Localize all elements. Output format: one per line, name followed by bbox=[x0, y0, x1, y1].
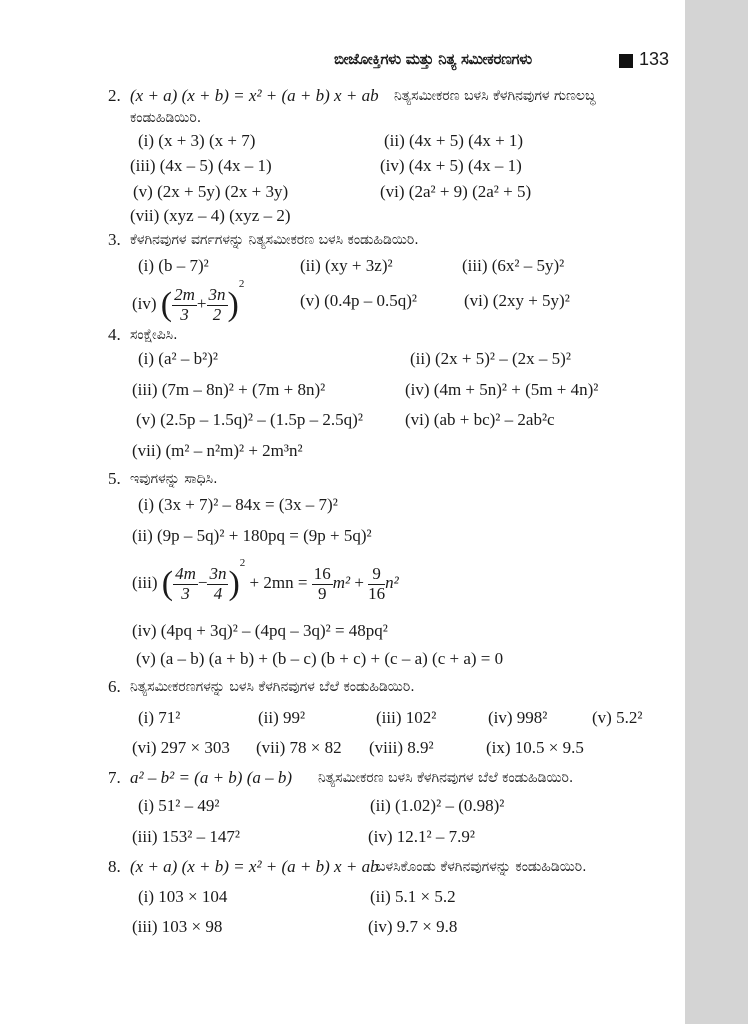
exercise-item: (i) 71² bbox=[138, 708, 181, 727]
question-number: 4. bbox=[108, 325, 121, 344]
exercise-item: (iv) 9.7 × 9.8 bbox=[368, 917, 458, 936]
exercise-item: (ii) (4x + 5) (4x + 1) bbox=[384, 131, 524, 150]
identity-statement: (x + a) (x + b) = x² + (a + b) x + ab bbox=[130, 86, 379, 105]
exercise-item: (ii) (9p – 5q)² + 180pq = (9p + 5q)² bbox=[132, 526, 372, 545]
question-number: 5. bbox=[108, 469, 121, 488]
exercise-item-fraction: (iv) ( $\frac{2m}{3}$ + $\frac{3n}{2}$ )$^2$ bbox=[132, 278, 245, 324]
exercise-item: (iii) (7m – 8n)² + (7m + 8n)² bbox=[132, 380, 326, 399]
exercise-item: (iv) (4pq + 3q)² – (4pq – 3q)² = 48pq² bbox=[132, 621, 388, 640]
page-margin-strip bbox=[685, 0, 748, 1024]
exercise-item: (iv) 998² bbox=[488, 708, 548, 727]
fraction: $\frac{4m}{3}$ bbox=[175, 563, 196, 603]
exercise-item: (vii) 78 × 82 bbox=[256, 738, 342, 757]
exercise-item: (vii) (xyz – 4) (xyz – 2) bbox=[130, 206, 291, 225]
exercise-item: (ix) 10.5 × 9.5 bbox=[486, 738, 584, 757]
exercise-item: (v) (a – b) (a + b) + (b – c) (b + c) + (c – a) (c + a) = 0 bbox=[136, 649, 504, 668]
exercise-item: (iv) (4m + 5n)² + (5m + 4n)² bbox=[405, 380, 599, 399]
square-bullet-icon bbox=[619, 54, 633, 68]
exercise-item: (vi) (ab + bc)² – 2ab²c bbox=[405, 410, 555, 429]
exercise-item: (ii) (1.02)² – (0.98)² bbox=[370, 796, 505, 815]
question-number: 2. bbox=[108, 86, 121, 105]
fraction: $\frac{16}{9}$ bbox=[313, 563, 331, 603]
exercise-item: (vi) (2xy + 5y)² bbox=[464, 291, 570, 310]
question-instruction: ಇವುಗಳನ್ನು ಸಾಧಿಸಿ. bbox=[130, 471, 218, 487]
exercise-item: (iii) (4x – 5) (4x – 1) bbox=[130, 156, 272, 175]
exercise-item: (v) (0.4p – 0.5q)² bbox=[300, 291, 417, 310]
exercise-item: (v) (2x + 5y) (2x + 3y) bbox=[133, 182, 289, 201]
question-instruction: ಸಂಕ್ಷೇಪಿಸಿ. bbox=[130, 327, 178, 343]
question-number: 8. bbox=[108, 857, 121, 876]
exercise-item: (vi) 297 × 303 bbox=[132, 738, 230, 757]
exercise-item: (iii) 153² – 147² bbox=[132, 827, 240, 846]
exercise-item: (i) (3x + 7)² – 84x = (3x – 7)² bbox=[138, 495, 338, 514]
identity-statement: (x + a) (x + b) = x² + (a + b) x + ab bbox=[130, 857, 379, 876]
exercise-item: (ii) (2x + 5)² – (2x – 5)² bbox=[410, 349, 571, 368]
exercise-item: (ii) (xy + 3z)² bbox=[300, 256, 393, 275]
exercise-item: (v) 5.2² bbox=[592, 708, 643, 727]
question-instruction: ಕೆಳಗಿನವುಗಳ ವರ್ಗಗಳನ್ನು ನಿತ್ಯಸಮೀಕರಣ ಬಳಸಿ ಕಂಡುಹಿಡಿಯಿರಿ. bbox=[130, 232, 419, 248]
question-number: 7. bbox=[108, 768, 121, 787]
exercise-item: (iii) (6x² – 5y)² bbox=[462, 256, 565, 275]
exercise-item: (i) (a² – b²)² bbox=[138, 349, 218, 368]
question-number: 3. bbox=[108, 230, 121, 249]
fraction: $\frac{3n}{4}$ bbox=[209, 563, 227, 603]
exercise-item: (i) 51² – 49² bbox=[138, 796, 220, 815]
exercise-item-fraction: (iii) ( $\frac{4m}{3}$ − $\frac{3n}{4}$ )$^2$ + 2mn = $\frac{16}{9}$ m² + $\frac{9}{16}$ n² bbox=[132, 557, 399, 603]
question-instruction: ನಿತ್ಯಸಮೀಕರಣ ಬಳಸಿ ಕೆಳಗಿನವುಗಳ ಗುಣಲಬ್ಧ bbox=[394, 88, 596, 104]
page-number: 133 bbox=[639, 49, 670, 69]
question-instruction: ನಿತ್ಯಸಮೀಕರಣ ಬಳಸಿ ಕೆಳಗಿನವುಗಳ ಬೆಲೆ ಕಂಡುಹಿಡಿಯಿರಿ. bbox=[318, 770, 574, 786]
fraction: $\frac{2m}{3}$ bbox=[174, 284, 195, 324]
exercise-item: (ii) 99² bbox=[258, 708, 306, 727]
running-header bbox=[334, 48, 674, 74]
exercise-item: (v) (2.5p – 1.5q)² – (1.5p – 2.5q)² bbox=[136, 410, 363, 429]
exercise-item: (i) 103 × 104 bbox=[138, 887, 228, 906]
exercise-item: (iv) 12.1² – 7.9² bbox=[368, 827, 475, 846]
exercise-item: (iii) 103 × 98 bbox=[132, 917, 223, 936]
fraction: $\frac{9}{16}$ bbox=[368, 563, 386, 603]
fraction: $\frac{3n}{2}$ bbox=[208, 284, 226, 324]
exercise-item: (iv) (4x + 5) (4x – 1) bbox=[380, 156, 522, 175]
exercise-item: (vii) (m² – n²m)² + 2m³n² bbox=[132, 441, 303, 460]
question-number: 6. bbox=[108, 677, 121, 696]
exercise-item: (iii) 102² bbox=[376, 708, 437, 727]
chapter-title: ಬೀಜೋಕ್ತಿಗಳು ಮತ್ತು ನಿತ್ಯ ಸಮೀಕರಣಗಳು bbox=[334, 50, 532, 68]
exercise-item: (i) (x + 3) (x + 7) bbox=[138, 131, 256, 150]
exercise-item: (vi) (2a² + 9) (2a² + 5) bbox=[380, 182, 532, 201]
exercise-item: (ii) 5.1 × 5.2 bbox=[370, 887, 456, 906]
identity-statement: a² – b² = (a + b) (a – b) bbox=[130, 768, 293, 787]
exercise-item: (i) (b – 7)² bbox=[138, 256, 209, 275]
question-instruction-cont: ಕಂಡುಹಿಡಿಯಿರಿ. bbox=[130, 110, 202, 126]
question-instruction: ಬಳಸಿಕೊಂಡು ಕೆಳಗಿನವುಗಳನ್ನು ಕಂಡುಹಿಡಿಯಿರಿ. bbox=[376, 859, 587, 875]
question-instruction: ನಿತ್ಯಸಮೀಕರಣಗಳನ್ನು ಬಳಸಿ ಕೆಳಗಿನವುಗಳ ಬೆಲೆ ಕಂಡುಹಿಡಿಯಿರಿ. bbox=[130, 679, 415, 695]
exercise-item: (viii) 8.9² bbox=[369, 738, 434, 757]
